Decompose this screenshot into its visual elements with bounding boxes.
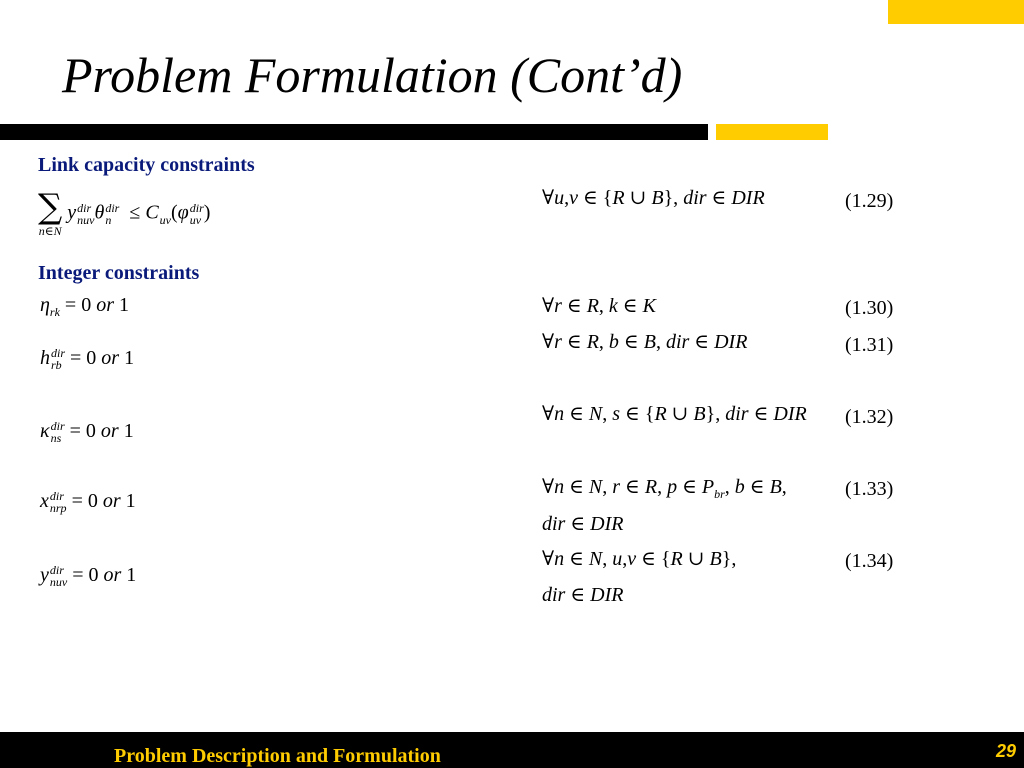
heading-integer-constraints: Integer constraints	[38, 262, 200, 284]
equation-1-29-lhs: ∑ n∈N y dir nuv θ dir n ≤ C uv (φ dir uv )	[38, 187, 211, 238]
equation-1-31-condition: ∀r ∈ R, b ∈ B, dir ∈ DIR	[542, 331, 748, 353]
equation-1-34-lhs: y dir nuv = 0 or 1	[40, 563, 137, 590]
equation-1-33-condition-line2: dir ∈ DIR	[542, 513, 624, 535]
equation-1-30-lhs: $\eta_{rk} = 0$ or 1	[40, 294, 129, 319]
title-rule-black	[0, 124, 708, 140]
equation-number-1-29: (1.29)	[845, 190, 894, 212]
footer-title: Problem Description and Formulation	[114, 745, 441, 767]
equation-1-33-condition-line1: ∀n ∈ N, r ∈ R, p ∈ $P_{br}$, b ∈ B,	[542, 476, 787, 501]
equation-1-32-condition: ∀n ∈ N, s ∈ {R ∪ B}, dir ∈ DIR	[542, 403, 807, 425]
equation-number-1-32: (1.32)	[845, 406, 894, 428]
top-accent-bar	[888, 0, 1024, 24]
title-rule-yellow	[716, 124, 828, 140]
equation-1-30-condition: ∀r ∈ R, k ∈ K	[542, 295, 656, 317]
equation-number-1-30: (1.30)	[845, 297, 894, 319]
equation-number-1-33: (1.33)	[845, 478, 894, 500]
equation-1-29-condition: ∀u,v ∈ {R ∪ B}, dir ∈ DIR	[542, 187, 765, 209]
equation-1-34-condition-line1: ∀n ∈ N, u,v ∈ {R ∪ B},	[542, 548, 737, 570]
equation-number-1-31: (1.31)	[845, 334, 894, 356]
page-number: 29	[995, 741, 1016, 761]
slide-title: Problem Formulation (Cont’d)	[62, 47, 683, 103]
equation-1-32-lhs: κ dir ns = 0 or 1	[40, 419, 134, 446]
equation-1-34-condition-line2: dir ∈ DIR	[542, 584, 624, 606]
heading-link-capacity: Link capacity constraints	[38, 154, 255, 176]
equation-number-1-34: (1.34)	[845, 550, 894, 572]
summation-symbol: ∑ n∈N	[38, 187, 63, 238]
equation-1-31-lhs: h dir rb = 0 or 1	[40, 346, 135, 373]
equation-1-33-lhs: x dir nrp = 0 or 1	[40, 489, 136, 516]
